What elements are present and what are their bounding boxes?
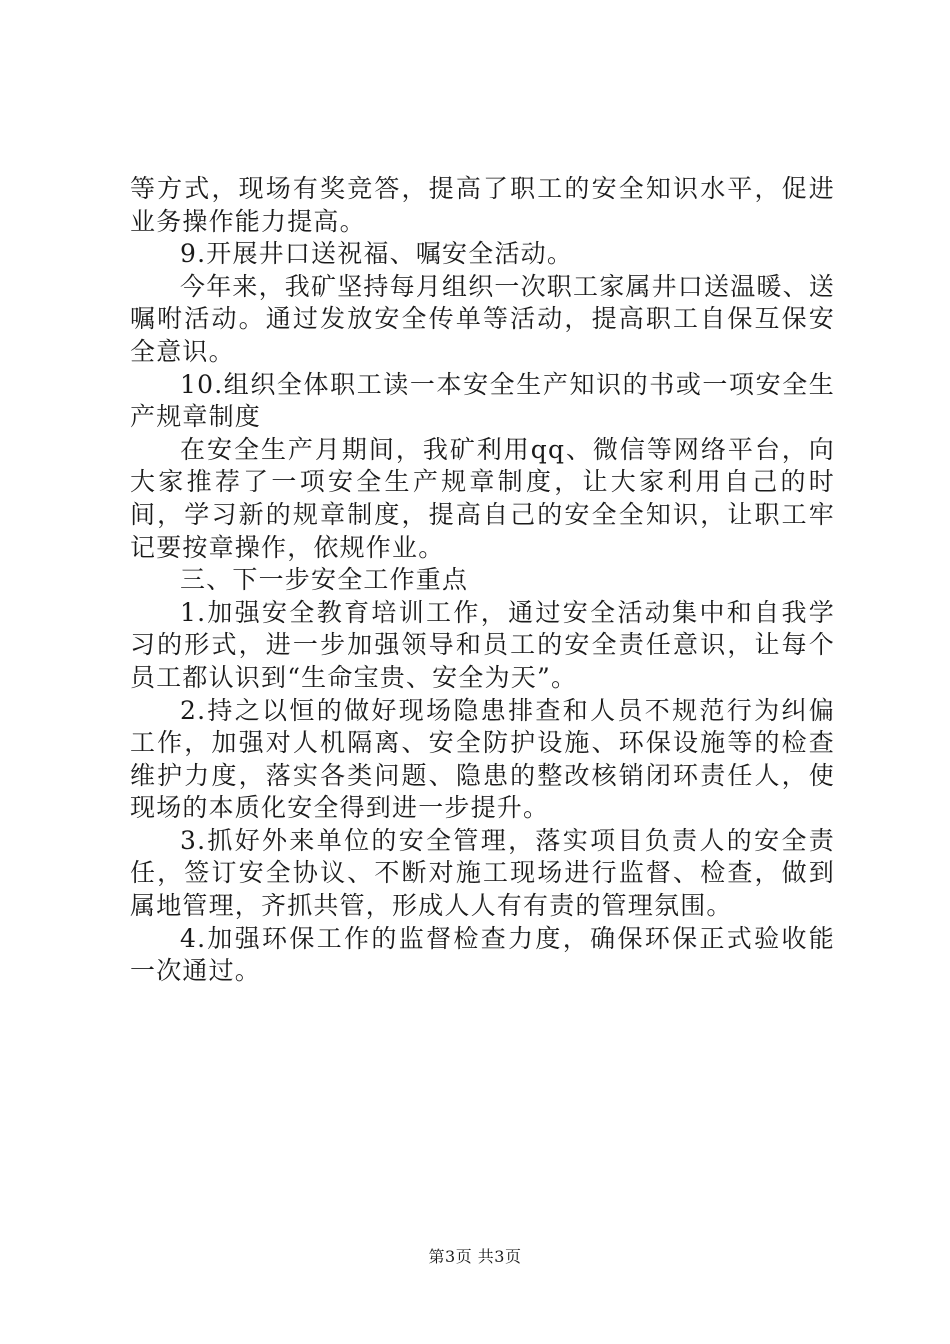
section-3-heading: 三、下一步安全工作重点 — [180, 565, 469, 595]
next-step-item-1: 1.加强安全教育培训工作，通过安全活动集中和自我学习的形式，进一步加强领导和员工的安全责任意识，让每个员工都认识到“生命宝贵、安全为天”。 — [130, 597, 835, 692]
paragraph-continuation: 等方式，现场有奖竞答，提高了职工的安全知识水平，促进业务操作能力提高。 — [130, 174, 835, 236]
item-9-body: 今年来，我矿坚持每月组织一次职工家属井口送温暖、送嘱咐活动。通过发放安全传单等活动，提高职工自保互保安全意识。 — [130, 271, 836, 366]
document-body — [130, 173, 835, 988]
item-9-heading: 9.开展井口送祝福、嘱安全活动。 — [180, 239, 574, 269]
next-step-item-3: 3.抓好外来单位的安全管理，落实项目负责人的安全责任，签订安全协议、不断对施工现场进行监督、检查，做到属地管理，齐抓共管，形成人人有有责的管理氛围。 — [130, 825, 835, 921]
item-10-body: 在安全生产月期间，我矿利用qq、微信等网络平台，向大家推荐了一项安全生产规章制度，让大家利用自己的时间，学习新的规章制度，提高自己的安全全知识，让职工牢记要按章操作，依规作业。 — [130, 434, 835, 562]
page-number-footer: 第3页 共3页 — [428, 1247, 522, 1266]
next-step-item-2: 2.持之以恒的做好现场隐患排查和人员不规范行为纠偏工作，加强对人机隔离、安全防护设施、环保设施等的检查维护力度，落实各类问题、隐患的整改核销闭环责任人，使现场的本质化安全得到进一步提升。 — [130, 695, 835, 823]
item-10-heading: 10.组织全体职工读一本安全生产知识的书或一项安全生产规章制度 — [130, 369, 835, 432]
next-step-item-4: 4.加强环保工作的监督检查力度，确保环保正式验收能一次通过。 — [130, 923, 835, 986]
